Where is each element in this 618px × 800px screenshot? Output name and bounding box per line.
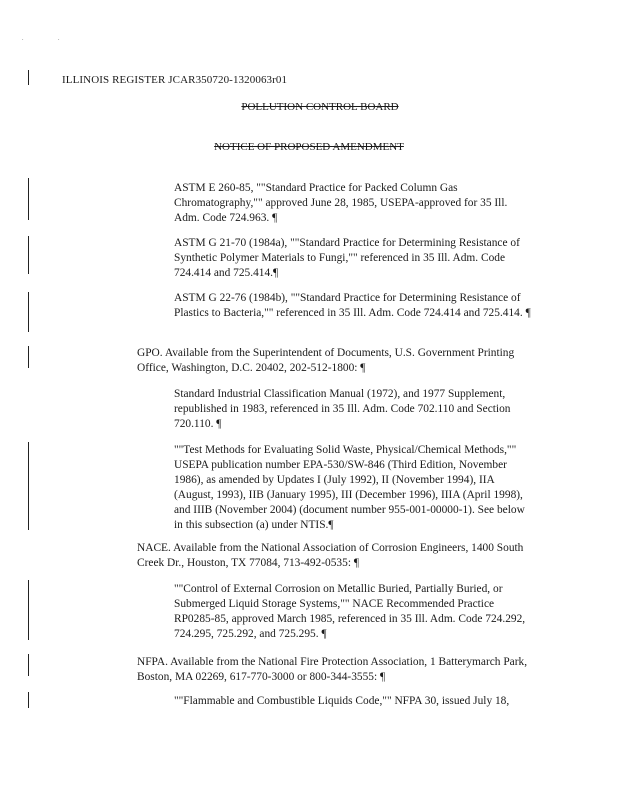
nace-entry: NACE. Available from the National Association of Corrosion Engineers, 1400 South Creek Dr., Houston, TX 77084, 713-492-0535: ¶ xyxy=(137,542,524,569)
change-bar xyxy=(28,178,29,220)
change-bar xyxy=(28,692,29,708)
nfpa-entry: NFPA. Available from the National Fire Protection Association, 1 Batterymarch Park, Boston, MA 02269, 617-770-3000 or 800-344-3555: ¶ xyxy=(137,656,528,683)
notice-title: NOTICE OF PROPOSED AMENDMENT xyxy=(214,141,404,153)
scan-mark-right: . xyxy=(58,36,60,42)
astm-g22-entry: ASTM G 22-76 (1984b), ""Standard Practice for Determining Resistance of Plastics to Bacteria,"" referenced in 35 Ill. Adm. Code 724.414 and 725.414. ¶ xyxy=(174,292,531,319)
sw846-entry: ""Test Methods for Evaluating Solid Waste, Physical/Chemical Methods,"" USEPA publication number EPA-530/SW-846 (Third Edition, November 1986), as amended by Updates I (July 1992), II (November 1994), IIA (August, 1993), IIB (January 1995), III (December 1996), IIIA (April 1998), and IIIB (November 2004) (document number 955-001-00000-1). See below in this subsection (a) under NTIS.¶ xyxy=(174,444,525,531)
change-bar xyxy=(28,236,29,274)
agency-title: POLLUTION CONTROL BOARD xyxy=(241,101,399,113)
change-bar xyxy=(28,442,29,530)
astm-g21-entry: ASTM G 21-70 (1984a), ""Standard Practice for Determining Resistance of Synthetic Polymer Materials to Fungi,"" referenced in 35 Ill. Adm. Code 724.414 and 725.414.¶ xyxy=(174,237,520,279)
register-header: ILLINOIS REGISTER JCAR350720-1320063r01 xyxy=(62,74,288,86)
sic-manual-entry: Standard Industrial Classification Manual (1972), and 1977 Supplement, republished in 1983, referenced in 35 Ill. Adm. Code 702.110 and Section 720.110. ¶ xyxy=(174,388,511,430)
change-bar xyxy=(28,70,29,85)
gpo-entry: GPO. Available from the Superintendent of Documents, U.S. Government Printing Office, Washington, D.C. 20402, 202-512-1800: ¶ xyxy=(137,347,515,374)
scan-mark-left: . xyxy=(22,36,24,42)
nace-rp-entry: ""Control of External Corrosion on Metallic Buried, Partially Buried, or Submerged Liquid Storage Systems,"" NACE Recommended Practice RP0285-85, approved March 1985, referenced in 35 Ill. Adm. Code 724.292, 724.295, 725.292, and 725.295. ¶ xyxy=(174,583,526,640)
change-bar xyxy=(28,654,29,676)
nfpa30-entry: ""Flammable and Combustible Liquids Code,"" NFPA 30, issued July 18, xyxy=(174,695,510,707)
change-bar xyxy=(28,292,29,332)
change-bar xyxy=(28,580,29,640)
astm-e260-entry: ASTM E 260-85, ""Standard Practice for Packed Column Gas Chromatography,"" approved June 28, 1985, USEPA-approved for 35 Ill. Adm. Code 724.963. ¶ xyxy=(174,182,508,224)
change-bar xyxy=(28,346,29,368)
